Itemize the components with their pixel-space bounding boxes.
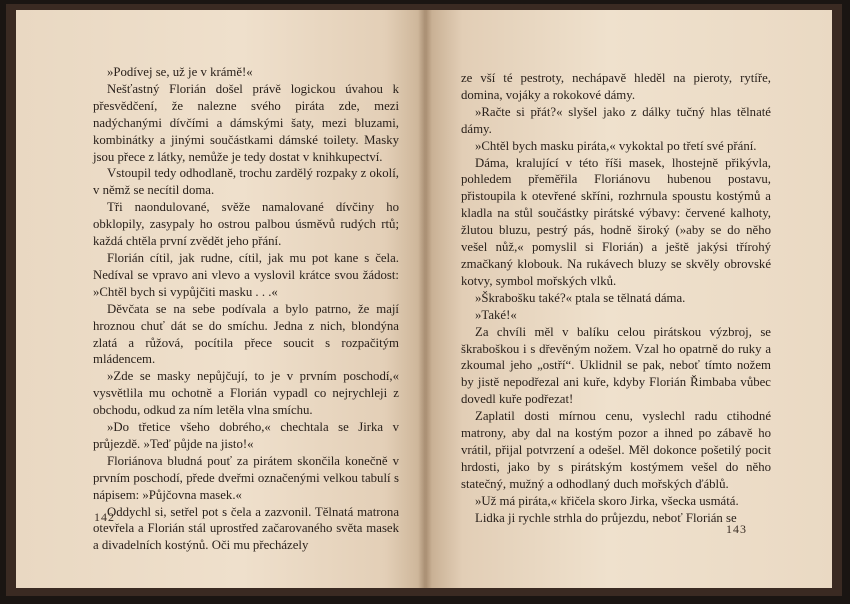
right-page-text [461,70,771,526]
paragraph: Tři naondulované, svěže namalované dívčiny ho obklopily, zasypaly ho ostrou palbou úsměvů rudých rtů; každá chtěla první zvědět jeho přání. [93,200,399,249]
paragraph: »Do třetice všeho dobrého,« chechtala se Jirka v průjezdě. »Teď půjde na jisto!« [93,420,399,451]
book-spread [6,4,842,596]
page-number: 142 [94,510,115,524]
paragraph: »Škrabošku také?« ptala se tělnatá dáma. [475,290,686,305]
left-page-text [93,64,399,554]
paragraph: »Chtěl bych masku piráta,« vykoktal po třetí své přání. [475,138,757,153]
right-page [426,10,832,588]
paragraph: »Zde se masky nepůjčují, to je v prvním poschodí,« vysvětlila mu ochotně a Florián vypadl co nejrychleji z obchodu, odkud za ním letěla vlna smíchu. [93,369,399,418]
paragraph: ze vší té pestroty, nechápavě hleděl na pieroty, rytíře, domina, vojáky a rokokové dámy. [461,71,771,102]
paragraph: »Račte si přát?« slyšel jako z dálky tučný hlas tělnaté dámy. [461,104,771,136]
paragraph: »Už má piráta,« křičela skoro Jirka, všecka usmátá. [475,493,739,508]
paragraph: Oddychl si, setřel pot s čela a zazvonil. Tělnatá matrona otevřela a Florián stál uprostřed začarovaného světa masek a divadelních kostýnů. Oči mu přecházely [93,504,399,553]
paragraph: Florián cítil, jak rudne, cítil, jak mu pot kane s čela. Nedíval se vpravo ani vlevo a vyslovil krátce svou žádost: »Chtěl bych si vypůjčiti masku . . .« [93,250,399,299]
page-number: 143 [726,522,747,536]
paragraph: »Podívej se, už je v krámě!« [107,65,253,79]
paragraph: Zaplatil dosti mírnou cenu, vyslechl radu ctihodné matrony, aby dal na kostým pozor a ihned po zábavě ho vrátil, přijal potvrzení a odešel. Měl dokonce pošetilý pocit hrdosti, jako by s pirátským kostýmem vešel do něho statečný, mužný a odhodlaný duch mořských ďáblů. [461,409,771,491]
paragraph: Vstoupil tedy odhodlaně, trochu zardělý rozpaky z okolí, v němž se necítil doma. [93,166,399,198]
paragraph: »Také!« [475,307,517,322]
paragraph: Floriánova bludná pouť za pirátem skončila konečně v prvním poschodí, přede dveřmi označenými velkou tabulí s nápisem: »Půjčovna masek.« [93,453,399,502]
left-page [16,10,426,588]
paragraph: Dáma, kralující v této říši masek, lhostejně přikývla, pohledem přeměřila Floriánovu hubenou postavu, přistoupila k otevřené skříni, rozhrnula spoustu kostýmů a kladla na stůl součástky pirátské výbavy: červené kalhoty, žlutou bluzu, pestrý pás, hodně široký (»aby se do něho vešel nůž,« pomyslil si Florián) a ještě jakýsi třírohý zmačkaný klobouk. Na rukávech bluzy se skvěly obrovské kotvy, symbol mořských vlků. [461,155,771,288]
book-gutter [418,10,432,588]
paragraph: Děvčata se na sebe podívala a bylo patrno, že mají hroznou chuť dát se do smíchu. Jedna z nich, blondýna zlatá a růžová, pocítila přece soucit s rozpačitým mládencem. [93,301,399,367]
paragraph: Lidka ji rychle strhla do průjezdu, neboť Florián se [475,510,737,525]
paragraph: Za chvíli měl v balíku celou pirátskou výzbroj, se škraboškou i s dřevěným nožem. Vzal ho opatrně do ruky a zkoumal jeho „ostří“. Uklidnil se pak, neboť tímto nožem by jistě nepodřezal ani kuře, kdyby Florián Řimbaba vůbec dovedl kuře podřezat! [461,324,771,407]
paragraph: Nešťastný Florián došel právě logickou úvahou k přesvědčení, že nalezne svého piráta zde, mezi nadýchanými dívčími a dámskými šaty, mezi bluzami, kombinátky a jinými součástkami dámské toilety. Masky jsou přece z látky, nemůže je tedy dostat v knihkupectví. [93,81,399,164]
